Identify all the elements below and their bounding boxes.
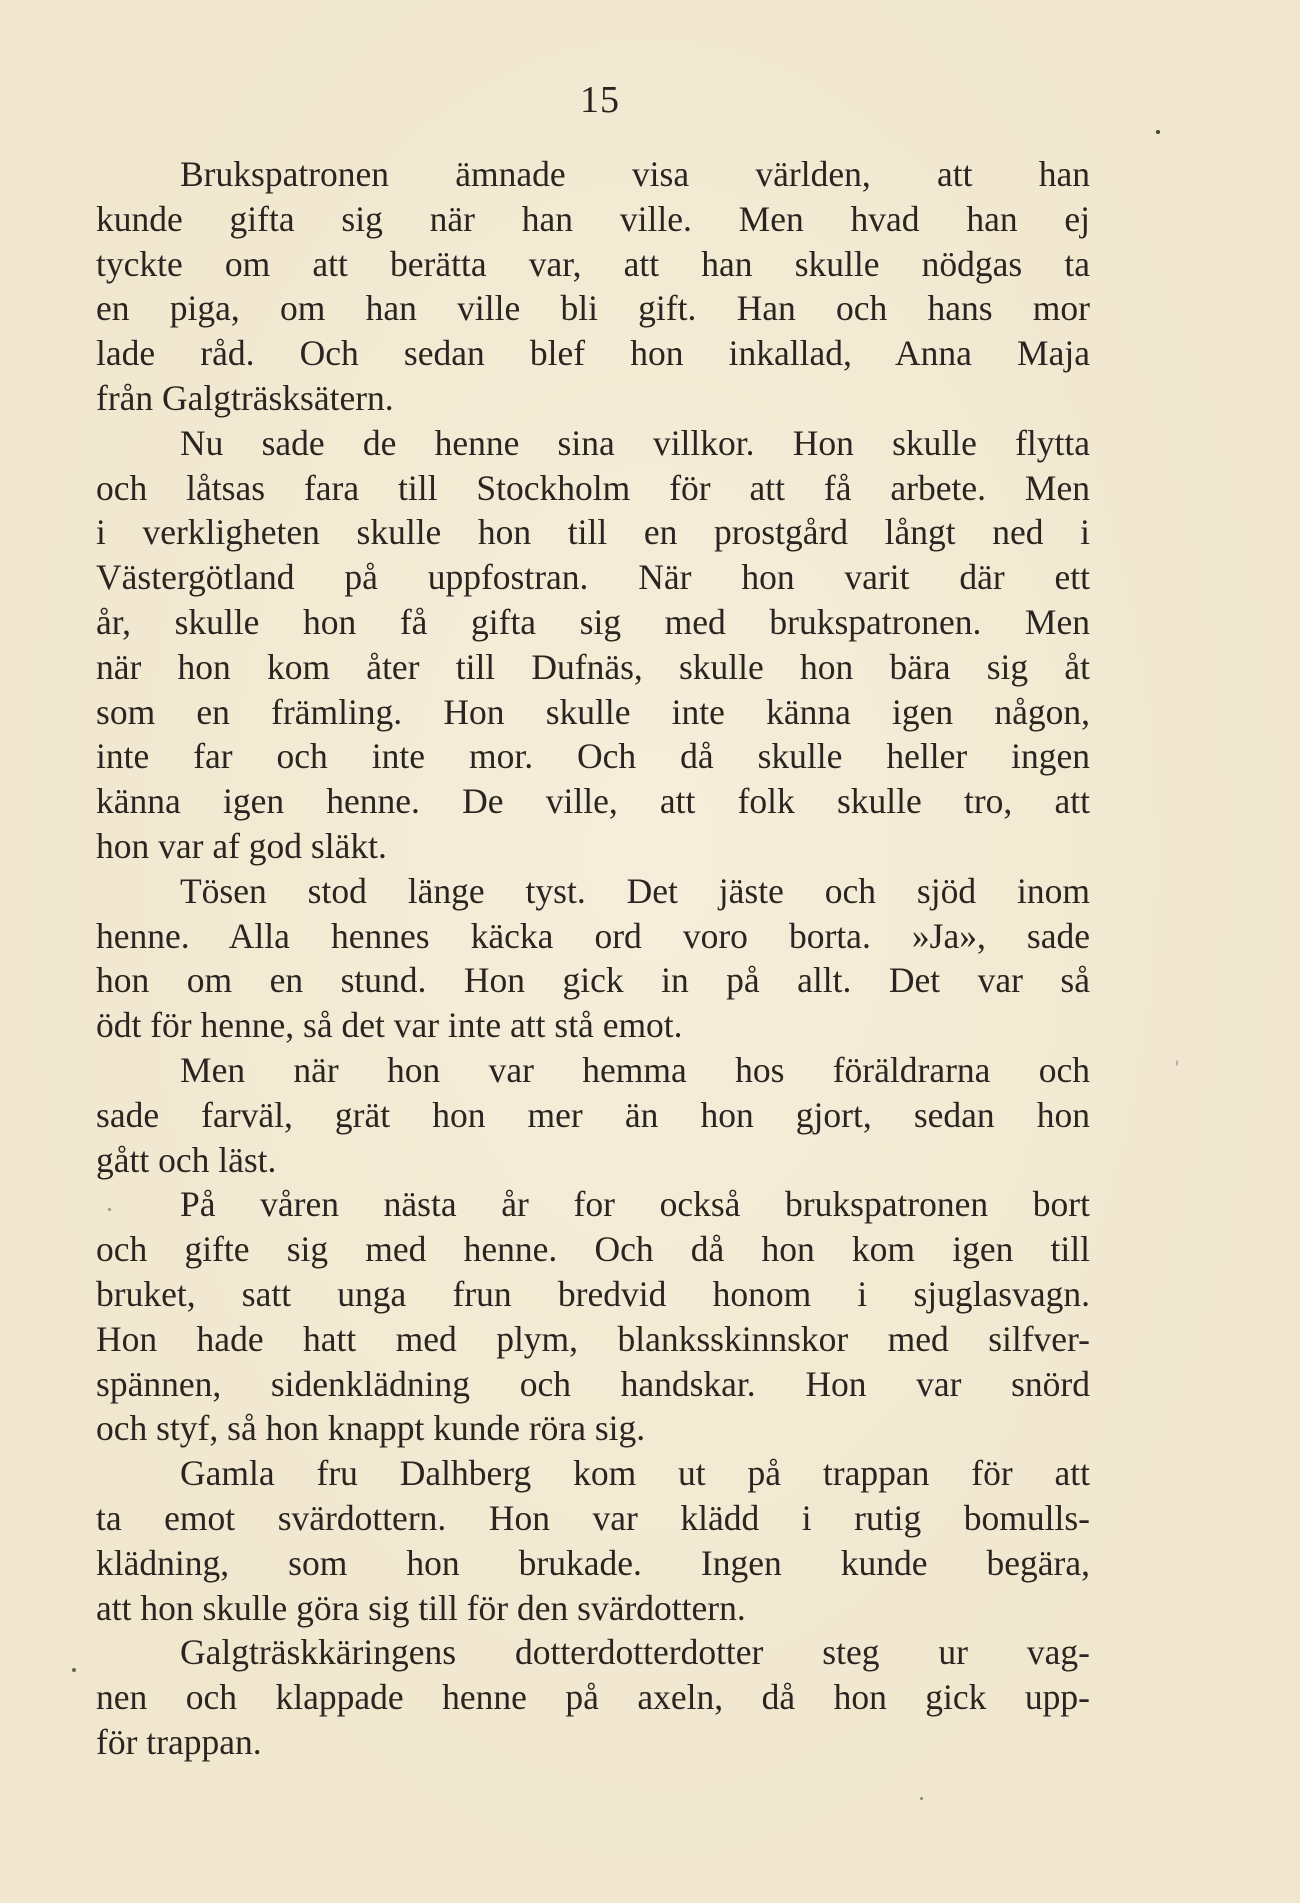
text-line: hon om en stund. Hon gick in på allt. Det var så [96, 960, 1090, 1001]
text-line: nen och klappade henne på axeln, då hon gick upp- [96, 1677, 1090, 1718]
paper-speck [1176, 1060, 1178, 1066]
text-line: från Galgträsksätern. [96, 377, 394, 418]
page-number: 15 [580, 79, 620, 121]
paragraph [96, 1182, 1090, 1451]
text-line: Hon hade hatt med plym, blanksskinnskor med silfver- [96, 1318, 1090, 1359]
text-line: bruket, satt unga frun bredvid honom i sjuglasvagn. [96, 1273, 1090, 1314]
paper-speck [1156, 130, 1160, 134]
text-line: som en främling. Hon skulle inte känna igen någon, [96, 691, 1090, 732]
text-line: sade farväl, grät hon mer än hon gjort, sedan hon [96, 1094, 1090, 1135]
text-line: lade råd. Och sedan blef hon inkallad, Anna Maja [96, 333, 1090, 374]
text-line: tyckte om att berätta var, att han skulle nödgas ta [96, 243, 1090, 284]
paper-speck [920, 1797, 923, 1800]
text-line: och låtsas fara till Stockholm för att få arbete. Men [96, 467, 1090, 508]
text-line: Brukspatronen ämnade visa världen, att han [180, 154, 1090, 194]
paper-speck [108, 1208, 111, 1211]
text-line: spännen, sidenklädning och handskar. Hon var snörd [96, 1363, 1090, 1404]
text-line: Tösen stod länge tyst. Det jäste och sjöd inom [180, 870, 1090, 911]
text-line: en piga, om han ville bli gift. Han och hans mor [96, 288, 1090, 329]
text-line: På våren nästa år for också brukspatronen bort [180, 1184, 1090, 1225]
text-line: i verkligheten skulle hon till en prostgård långt ned i [96, 512, 1090, 553]
text-line: när hon kom åter till Dufnäs, skulle hon bära sig åt [96, 646, 1090, 687]
text-line: för trappan. [96, 1721, 262, 1762]
text-line: inte far och inte mor. Och då skulle heller ingen [96, 736, 1090, 777]
text-line: ta emot svärdottern. Hon var klädd i rutig bomulls- [96, 1497, 1090, 1538]
text-line: Nu sade de henne sina villkor. Hon skulle flytta [180, 422, 1090, 463]
paragraph [96, 1451, 1090, 1630]
text-line: känna igen henne. De ville, att folk skulle tro, att [96, 781, 1090, 822]
paragraph [96, 1630, 1090, 1764]
text-line: Västergötland på uppfostran. När hon varit där ett [96, 557, 1090, 598]
text-line: Men när hon var hemma hos föräldrarna och [180, 1049, 1090, 1090]
text-line: och gifte sig med henne. Och då hon kom igen till [96, 1229, 1090, 1270]
text-line: att hon skulle göra sig till för den svärdottern. [96, 1587, 746, 1628]
text-line: kunde gifta sig när han ville. Men hvad han ej [96, 198, 1090, 239]
text-line: gått och läst. [96, 1139, 277, 1180]
paragraph [96, 421, 1090, 869]
text-line: Gamla fru Dalhberg kom ut på trappan för att [180, 1453, 1090, 1494]
text-line: år, skulle hon få gifta sig med brukspatronen. Men [96, 601, 1090, 642]
paragraph [96, 869, 1090, 1048]
text-line: Galgträskkäringens dotterdotterdotter steg ur vag- [180, 1632, 1090, 1673]
text-line: henne. Alla hennes käcka ord voro borta. »Ja», sade [96, 915, 1090, 956]
paragraph [96, 152, 1090, 421]
text-line: och styf, så hon knappt kunde röra sig. [96, 1408, 646, 1449]
paragraph [96, 1048, 1090, 1182]
body-text [96, 152, 1090, 1765]
paper-speck [72, 1668, 76, 1672]
text-line: klädning, som hon brukade. Ingen kunde begära, [96, 1542, 1090, 1583]
text-line: hon var af god släkt. [96, 825, 387, 866]
text-line: ödt för henne, så det var inte att stå emot. [96, 1005, 683, 1046]
